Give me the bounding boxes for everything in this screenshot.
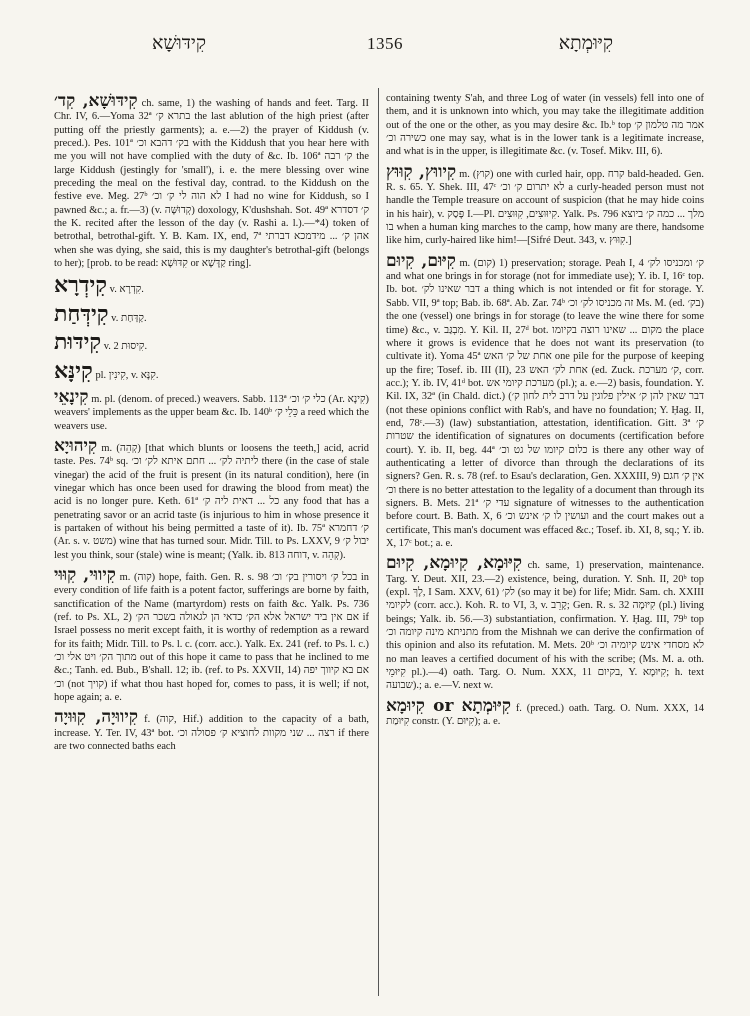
entry-headword: קִידְרָא — [54, 272, 108, 299]
dictionary-entry — [386, 697, 704, 729]
entry-definition: v. קִיסוּת 2. — [103, 341, 148, 353]
right-column — [386, 92, 704, 992]
entry-definition: pl. קִינִין, v. קִנָּא. — [95, 369, 159, 381]
right-running-title: קִיּוּמְתָא — [558, 32, 613, 54]
entry-definition: m. (קוה) hope, faith. Gen. R. s. 98 בכל ק׳ ויסורין בק׳ וכ׳ in every condition of life faith is a potent factor, sufferings are borne by faith, sanctification of the Name (martyrdom) rests on faith &c. Yalk. Ps. 736 (ref. to Ps. XL, 2) אם אין ביד ישראל אלא הק׳ כדאי הן לגאולה בשכר הק׳ if Israel possess no merit except faith, it is worthy of redemption as a reward for its faith; Midr. Till. to Ps. l. c. (corr. acc.). Yalk. Ex. 241 (ref. to Ps. l. c.) מתוך הק׳ ויט אלי וכ׳ out of this hope it came to pass that he inclined to me &c.; Tanh. ed. Bub., B'shall. 12; ib. (ref. to Ps. XXVII, 14) אם בא קיווך יפה וכ׳ (not קויך) if what thou hast hoped for, comes to pass, it is well; if not, hope again; a. e. — [54, 571, 369, 704]
entry-definition: m. (קום) 1) preservation; storage. Peah I, 4 ק׳ ומכניסו לק׳ and what one brings in for storage (not for immediate use); Y. ib. I, 16ᶜ top. Ib. bot. דבר שאינו לק׳ a thing which is not intended or fit for storage. Y. Sabb. VII, 9ª top; Bab. ib. 68ª. Ab. Zar. 74ᵇ זה מכניסו לק׳ וכ׳ Ms. M. (ed. בק׳) the one (vessel) one brings in for storage (to leave the wine there for some time) &c., v. מִבְגַּב. Y. Kil. II, 27ᵈ bot. מקום ... שאינו רוצה בקיומו the place where it grows is evidence that he does not want its preservation (to cultivate it). Yoma 45ª אחת של ק׳ האש one pile for the purpose of keeping up the fire; Tosef. ib. III (II), 23 אחת לק׳ האש (ed. Zuck. ק׳ מערכת, corr. acc.); Y. ib. IV, 41ᵈ bot. מערכת קיומי אש (pl.); a. e.—2) basis, foundation. Y. Kil. IX, 32ª (in Chald. dict.) (דבר שאין להן ק׳ אילין פלוגין על דרב לית לחון ק׳ (not these opinions conflict with Rab's, and have no foundation; Y. Ḥag. II, end, 78ᶜ.—3) (law) substantiation, attestation, identification. Gitt. 3ª ק׳ שטרות the identification of signatures on documents (certification before court). Y. ib. II, beg. 44ª כלום קיומו של גט וכ׳ is there any other way of authenticating a letter of divorce than through the declarations of its signers? Gen. R. s. 78 (ref. to Esau's declaration, Gen. XXXIII, 9) אין ק׳ חגם וכ׳ there is no better attestation to the legality of a document than through its signers. B. Mets. 21ª עדי ק׳ signature of witnesses to the authentication before court. B. Bath. X, 6 ועושין לו ק׳ אינש וכ׳ and the court makes out a certificate, This man's document was effaced &c.; Tosef. ib. XI, 8, sq.; Y. ib. X, 17ᶜ bot.; a. e. — [386, 257, 704, 549]
dictionary-entry — [386, 554, 704, 692]
dictionary-entry — [54, 272, 369, 299]
entry-headword: קִיּוּמָא, קִיוּמָא, קִיוּם — [386, 553, 522, 574]
dictionary-entry — [54, 388, 369, 433]
dictionary-entry — [386, 92, 704, 159]
entry-headword: קִיווּץ, קִוּוּץ — [386, 161, 457, 182]
entry-headword: קִיּוּמְתָא or קִיוּמָא — [386, 695, 511, 716]
left-column — [54, 92, 369, 992]
entry-definition: m. (קוץ) one with curled hair, opp. קרח bald-headed. Gen. R. s. 65. Y. Shek. III, 47ᶜ לא יתרום ק׳ וכ׳ a curly-headed person must not handle the Temple treasure on account of suspicion (that he may hide coins in his hair), v. פָּסַק I.—Pl. קִיוּוּצִים, קִוּוּצִים. Yalk. Ps. 796 מלך ... כמה ק׳ ביוצא בו when a human king marches to the camp, how many are there, handsome like him, curly-haired like him!—[Sifré Deut. 343, v. קִוּוּץ.] — [386, 168, 704, 247]
entry-headword: קִידּוּשָׁא, קִד׳ — [54, 92, 138, 111]
entry-definition: ch. same, 1) preservation, maintenance. Targ. Y. Deut. XII, 23.—2) existence, being, duration. Y. Snh. II, 20ᵇ top (expl. לָךְ, I Sam. XXV, 61) לק׳ (so may it be) for life; Midr. Sam. ch. XXIII לקיומי (corr. acc.). Koh. R. to VI, 3, v. קָרֵב; Gen. R. s. 32 קִיּוּמָה (pl.) living beings; Yalk. ib. 56.—3) substantiation, confirmation. Y. Ḥag. III, 79ᵇ top מתניתא מינה קיומה וכ׳ from the Mishnah we can derive the confirmation of this opinion and also its refutation. M. Mets. 20ᵇ לא מסחדי אינש קיומיה וכ׳ no man leaves a certified document of his with the scribe; (Ms. M. a. oth. קִיּוּמֵי pl.).—4) oath. Targ. O. Num. XXX, 11 בקיום, Y. קִיּוּמָא; h. text שבועה).; a. e.—V. next w. — [386, 560, 704, 692]
dictionary-entry — [386, 163, 704, 248]
entry-definition: m. (קְהֵה) [that which blunts or loosens the teeth,] acid, acrid taste. Pes. 74ᵇ sq. ליתיה לק׳ ... חתם איתא לק׳ וכ׳ there (in the case of stale vinegar) the acid of the fruit is present (in its natural condition), here (in vinegar which has once been used for drawing the blood from meat) the acid is no longer pure. Keth. 61ª כל ... דאית ליה ק׳ any food that has a penetrating savor or an acrid taste (is injurious to him in whose presence it is partaken of without his being permitted a taste of it). Ib. 75ª ק׳ דחמרא (Ar. s. v. משט) wine that has turned sour. Midr. Till. to Ps. LXXV, 9 יבול ק׳ lest you think, sour (stale) wine is meant; (Yalk. ib. 813 דוחה, v. קְהֵה). — [54, 442, 369, 561]
entry-headword: קִיּוּם, קִיוּם — [386, 250, 456, 271]
entry-headword: קִידְּחַת — [54, 300, 109, 327]
entry-definition: m. pl. (denom. of preced.) weavers. Sabb. 113ª כלי ק׳ וכ׳ (Ar. קִינָא) weavers' implements as the upper beam &c. Ib. 140ᵇ כֵּלֵי ק׳ a reed which the weavers use. — [54, 393, 369, 432]
entry-definition: f. (קוה, Hif.) addition to the capacity of a bath, increase. Y. Ter. IV, 43ª bot. רצה ... שני מקוות לחוציא ק׳ פסולה וכ׳ if there are two connected baths each — [54, 714, 369, 753]
dictionary-entry — [54, 357, 369, 384]
dictionary-entry — [54, 300, 369, 327]
dictionary-entry — [54, 566, 369, 704]
entry-headword: קִיווּי, קִוּוּי — [54, 564, 116, 585]
entry-headword: קִיהוּיָא — [54, 435, 98, 456]
column-divider — [378, 88, 379, 996]
dictionary-entry — [386, 252, 704, 551]
dictionary-entry — [54, 329, 369, 356]
entry-definition: ch. same, 1) the washing of hands and feet. Targ. II Chr. IV, 6.—Yoma 32ª בתרא ק׳ the last ablution of the high priest (after putting off the priestly garments); a. e.—2) the prayer of Kiddush (v. preced.). Pes. 101ª בק׳ דהבא וכ׳ with the Kiddush that you hear here with me you will not have complied with the duty of &c. Ib. 106ª ק׳ רבה the large Kiddush (jestingly for 'small'), i. e. the mere blessing over wine preceding the meal on the festival day, contrad. to the Kiddush on the festive eve. Meg. 27ᵇ לא הוה לי ק׳ וכ׳ I had no wine for Kiddush, so I pawned &c.; a. fr.—3) (v. קְדוּשָּׁה) doxology, K'dushshah. Sot. 49ª ק׳ דסדרא the K. recited after the lesson of the day (v. Rashi a. l.).—*4) token of betrothal, betrothal-gift. Y. B. Kam. IX, end, 7ª אהן ק׳ ... מידמכא דברתי when she was dying, she said, this is my daughter's betrothal-gift (belongs to her); [prob. to be read: קִדּוּשָׁא or קַדָּשָׁא ring]. — [54, 98, 369, 270]
entry-definition: v. קִדְרָא. — [109, 284, 144, 296]
dictionary-entry — [54, 437, 369, 562]
left-running-title: קִידּוּשָׁא — [152, 32, 207, 54]
dictionary-entry — [54, 708, 369, 753]
entry-definition: containing twenty S'ah, and three Log of water (in vessels) fell into one of them, and it is unknown into which, you may take the illegitimate addition out of the one or the other, as you may desire &c. Ib.ᵇ top אמר מה טלמון ק׳ כשירה וכ׳ one may say, what is in the lower tank is a legitimate increase, and what is in the upper, is illegitimate &c. (v. Tosef. Mikv. III, 6). — [386, 93, 704, 158]
entry-definition: v. קַדַּחַת. — [111, 312, 147, 324]
entry-headword: קִינָאֵי — [54, 386, 89, 407]
entry-headword: קִיווּיָה, קִוּוּיָה — [54, 707, 138, 728]
entry-headword: קִינָּא — [54, 357, 93, 384]
entry-definition: f. (preced.) oath. Targ. O. Num. XXX, 14 קִיּוּמַת constr. (Y. קִיּוּם); a. e. — [386, 702, 704, 728]
dictionary-entry — [54, 92, 369, 270]
page-number: 1356 — [367, 34, 403, 53]
running-head — [52, 32, 708, 60]
entry-headword: קִידּוּת — [54, 329, 102, 356]
